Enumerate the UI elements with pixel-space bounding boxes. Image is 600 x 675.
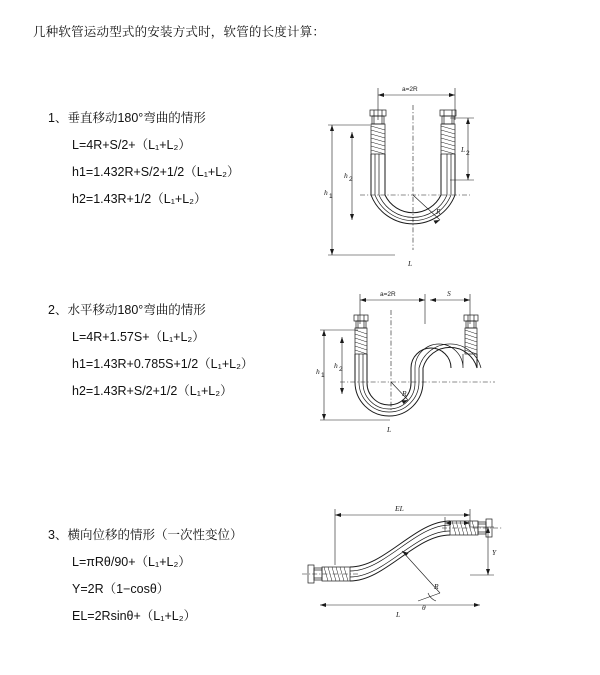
section-2-formula-1: L=4R+1.57S+（L₁+L₂） xyxy=(72,330,205,344)
section-2-text xyxy=(48,300,298,399)
svg-text:a=2R: a=2R xyxy=(402,86,418,93)
section-1-formula-2: h1=1.432R+S/2+1/2（L₁+L₂） xyxy=(72,165,240,179)
figure-lateral-offset xyxy=(290,497,520,637)
section-1-text xyxy=(48,108,298,207)
figure-vertical-180-bend xyxy=(300,70,510,300)
svg-text:R: R xyxy=(434,582,439,591)
svg-text:1: 1 xyxy=(329,193,333,200)
section-3-formula-1: L=πRθ/90+（L₁+L₂） xyxy=(72,555,191,569)
svg-text:θ: θ xyxy=(422,603,426,612)
svg-text:h: h xyxy=(334,361,338,370)
section-3-text xyxy=(48,525,298,624)
svg-text:h: h xyxy=(344,171,348,180)
page-title: 几种软管运动型式的安装方式时，软管的长度计算： xyxy=(33,25,326,39)
svg-text:2: 2 xyxy=(466,150,470,157)
section-2-title: 2、水平移动180°弯曲的情形 xyxy=(48,303,206,317)
svg-text:R: R xyxy=(436,207,441,216)
svg-text:L: L xyxy=(461,145,466,154)
svg-text:a=2R: a=2R xyxy=(380,291,396,298)
svg-text:1: 1 xyxy=(321,372,325,379)
svg-text:L: L xyxy=(408,259,413,268)
section-2-formula-3: h2=1.43R+S/2+1/2（L₁+L₂） xyxy=(72,384,233,398)
figure-horizontal-180-bend xyxy=(300,282,515,467)
svg-text:EL: EL xyxy=(395,504,404,513)
section-1-formula-1: L=4R+S/2+（L₁+L₂） xyxy=(72,138,191,152)
svg-text:L: L xyxy=(396,610,401,619)
section-1-formula-3: h2=1.43R+1/2（L₁+L₂） xyxy=(72,192,207,206)
section-1-title: 1、垂直移动180°弯曲的情形 xyxy=(48,111,206,125)
section-3-title: 3、横向位移的情形（一次性变位） xyxy=(48,528,243,542)
section-2-formula-2: h1=1.43R+0.785S+1/2（L₁+L₂） xyxy=(72,357,254,371)
svg-text:h: h xyxy=(324,188,328,197)
section-3-formula-2: Y=2R（1−cosθ） xyxy=(72,582,170,596)
svg-text:R: R xyxy=(402,389,407,398)
svg-text:h: h xyxy=(316,367,320,376)
svg-text:S: S xyxy=(447,289,451,298)
svg-text:Y: Y xyxy=(492,548,497,557)
svg-text:L: L xyxy=(387,425,392,434)
svg-text:2: 2 xyxy=(349,176,353,183)
svg-text:2: 2 xyxy=(339,366,343,373)
section-3-formula-3: EL=2Rsinθ+（L₁+L₂） xyxy=(72,609,197,623)
